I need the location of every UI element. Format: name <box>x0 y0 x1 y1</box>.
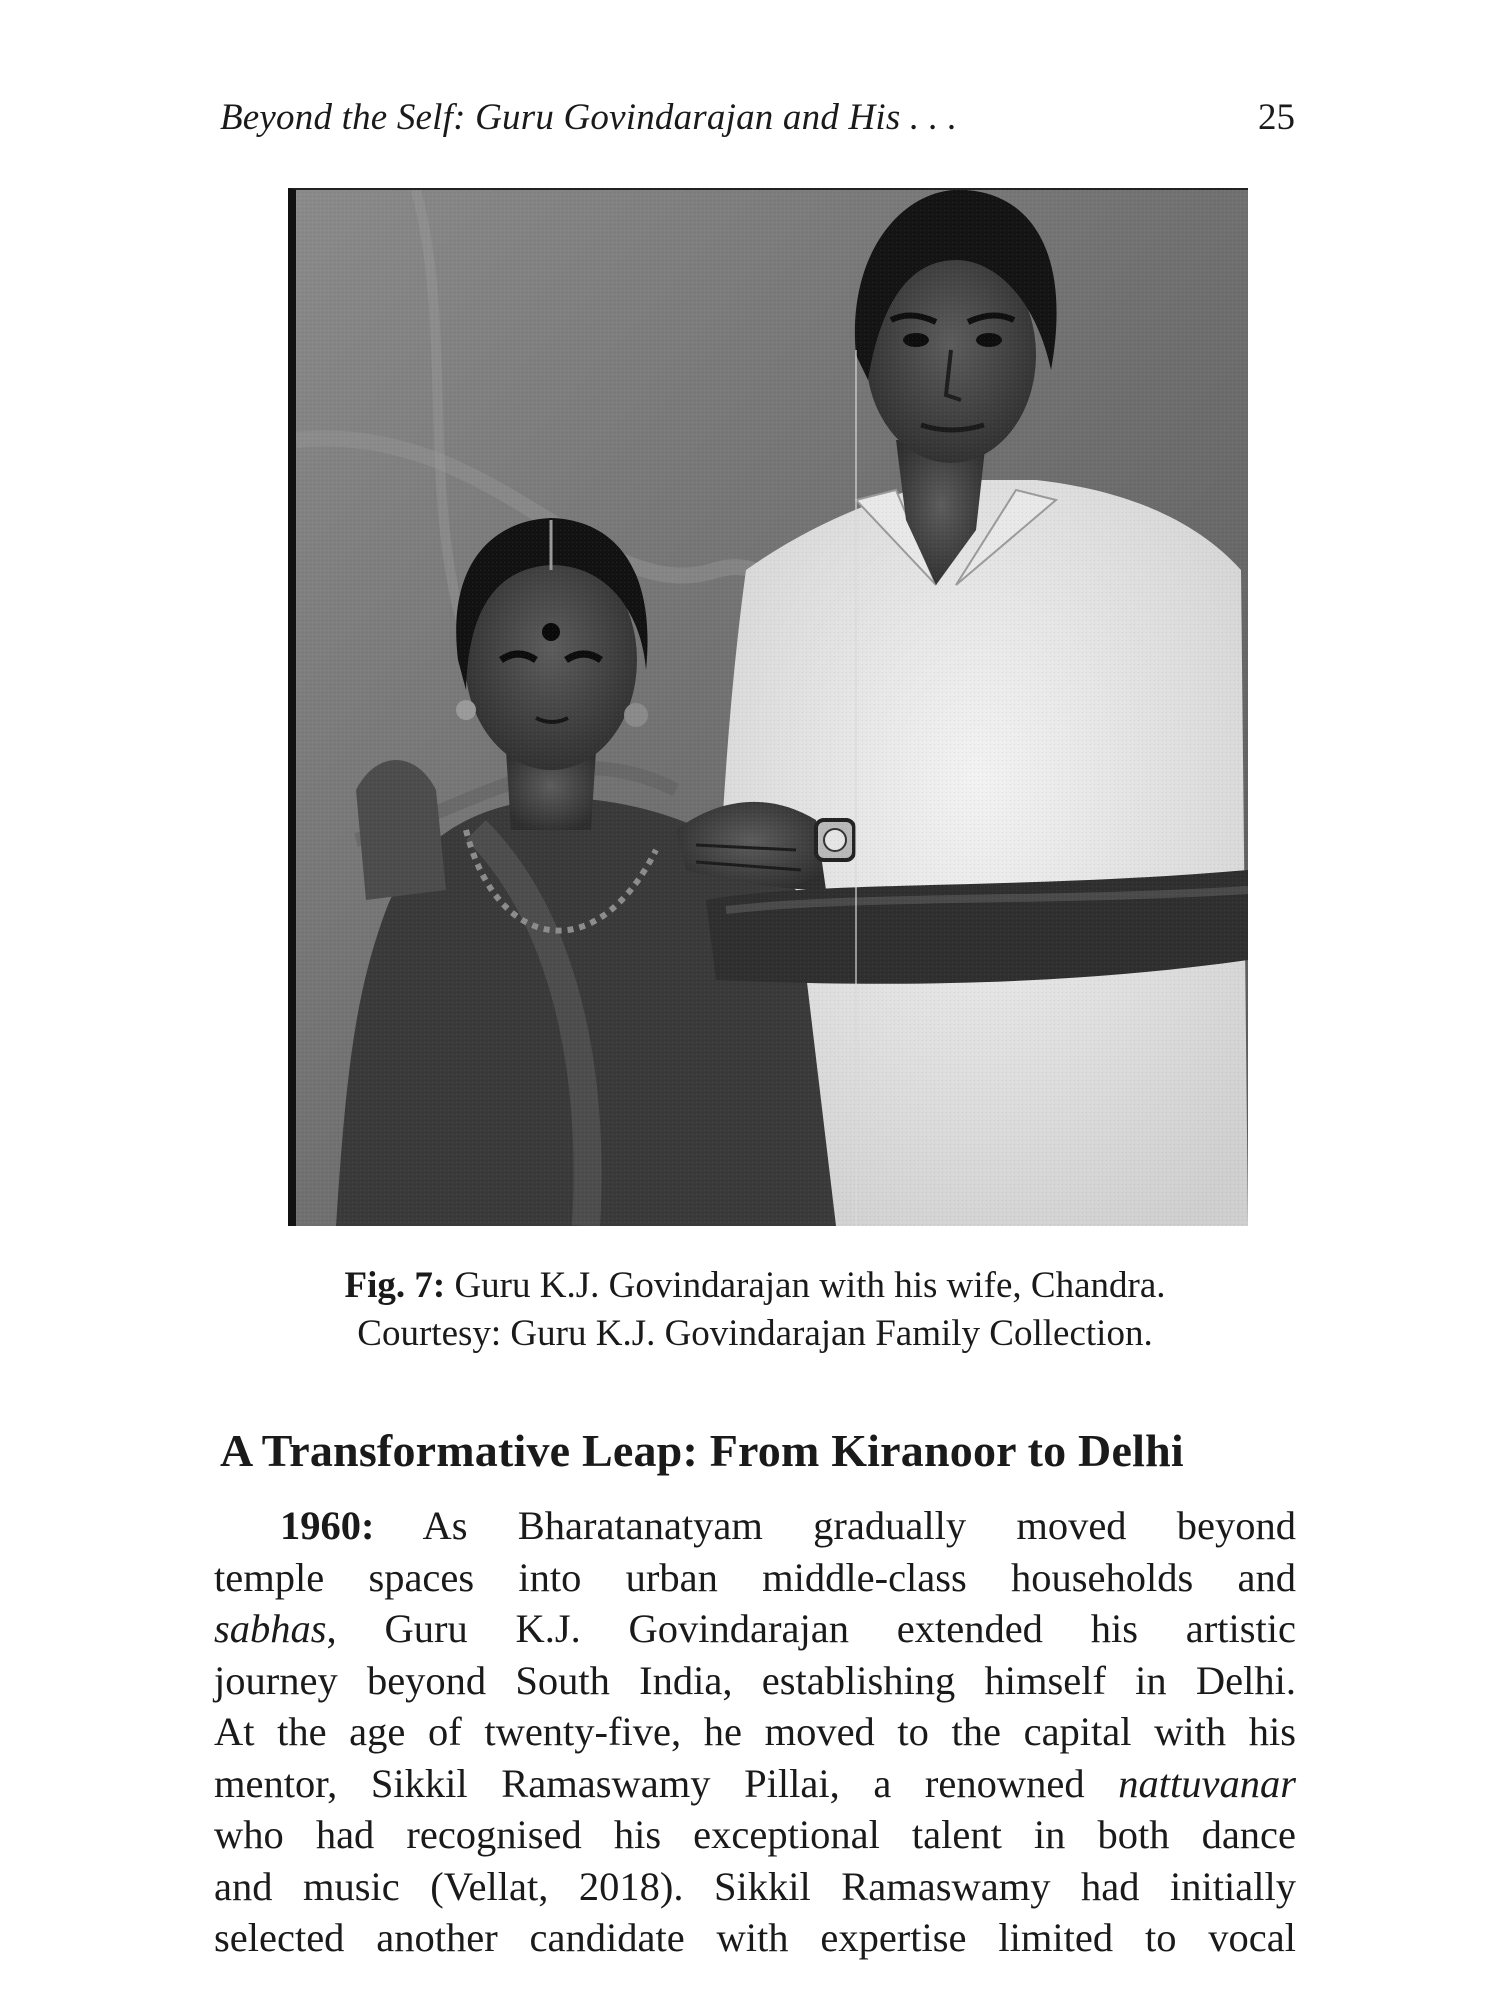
paragraph-line: temple spaces into urban middle-class households and <box>214 1554 1296 1600</box>
caption-text: Guru K.J. Govindarajan with his wife, Chandra. <box>454 1265 1166 1306</box>
paragraph-line: journey beyond South India, establishing himself in Delhi. <box>214 1657 1296 1703</box>
figure-caption <box>200 1262 1310 1358</box>
figure-label: Fig. 7: <box>344 1265 446 1306</box>
italic-term-nattuvanar: nattuvanar <box>1118 1760 1296 1806</box>
year-label: 1960: <box>280 1503 375 1548</box>
paragraph-line: At the age of twenty-five, he moved to the capital with his <box>214 1709 1296 1754</box>
paragraph-line: 1960: As Bharatanatyam gradually moved beyond <box>280 1503 1297 1548</box>
section-heading: A Transformative Leap: From Kiranoor to Delhi <box>220 1425 1184 1476</box>
paragraph-line: and music (Vellat, 2018). Sikkil Ramaswamy had initially <box>214 1863 1296 1909</box>
body-paragraph <box>214 1500 1296 1964</box>
paragraph-line: sabhas, Guru K.J. Govindarajan extended his artistic <box>214 1606 1296 1651</box>
paragraph-line: selected another candidate with expertise limited to vocal <box>214 1915 1296 1960</box>
running-head <box>220 96 1295 146</box>
caption-line-1 <box>200 1262 1310 1310</box>
paragraph-line: mentor, Sikkil Ramaswamy Pillai, a renowned nattuvanar <box>214 1760 1296 1806</box>
page-number: 25 <box>1258 97 1295 138</box>
running-title: Beyond the Self: Guru Govindarajan and His . . . <box>220 97 958 138</box>
paragraph-line: who had recognised his exceptional talent in both dance <box>214 1812 1296 1857</box>
italic-term-sabhas: sabhas <box>214 1606 327 1651</box>
figure-photo <box>288 188 1248 1226</box>
caption-line-2: Courtesy: Guru K.J. Govindarajan Family Collection. <box>357 1313 1153 1354</box>
